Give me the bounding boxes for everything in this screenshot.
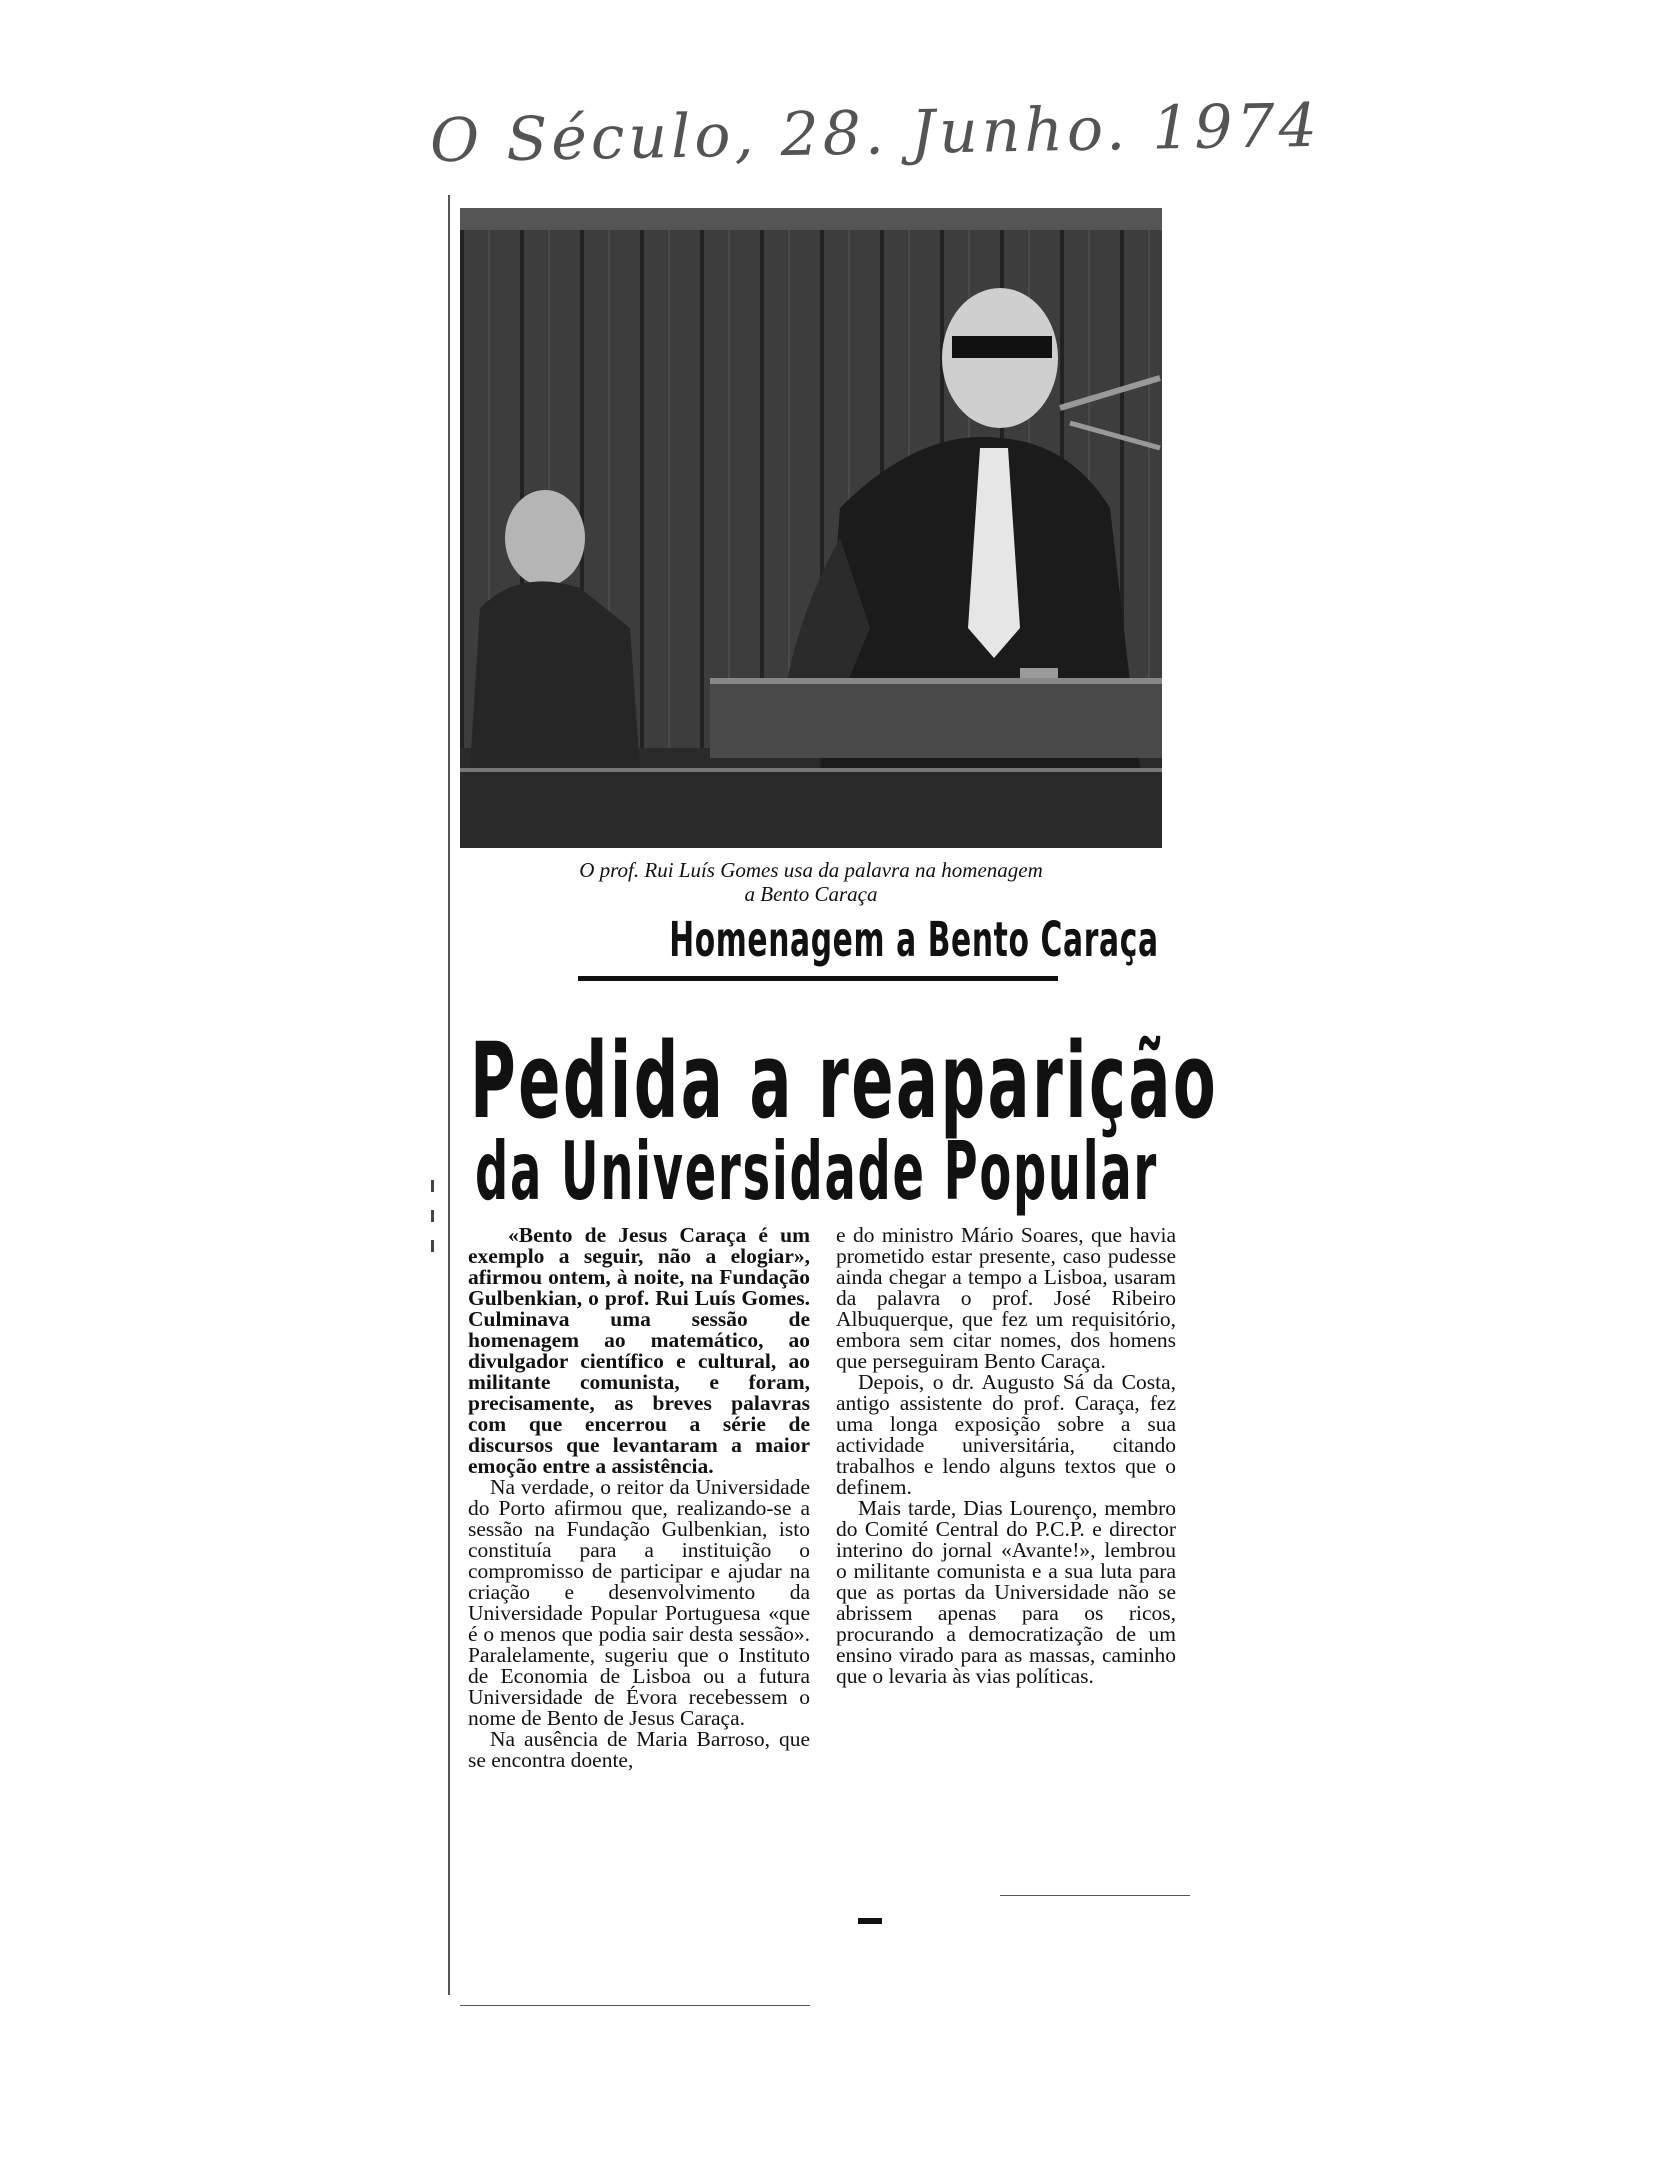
margin-mark [431, 1210, 434, 1222]
article-column-left [468, 1225, 810, 1771]
body-paragraph: Na ausência de Maria Barroso, que se encontra doente, [468, 1727, 810, 1772]
kicker-underline [578, 976, 1058, 981]
handwritten-date-note: O Século, 28. Junho. 1974 [429, 90, 1322, 177]
photo-caption [460, 858, 1162, 906]
headline-line-2: da Universidade Popular [475, 1125, 1159, 1218]
body-paragraph: Na verdade, o reitor da Universidade do Porto afirmou que, realizando-se a sessão na Fundação Gulbenkian, isto constituía para a instituição o compromisso de participar e ajudar na criação e desenvolvimento da Universidade Popular Portuguesa «que é o menos que podia sair desta sessão». Paralelamente, sugeriu que o Instituto de Economia de Lisboa ou a futura Universidade de Évora recebessem o nome de Bento de Jesus Caraça. [468, 1475, 810, 1730]
article-column-right [836, 1225, 1176, 1687]
end-mark [858, 1918, 882, 1924]
margin-mark [431, 1180, 434, 1192]
speaker-photo [460, 208, 1162, 848]
headline-line-1: Pedida a reaparição [470, 1020, 1219, 1142]
column-end-rule [1000, 1895, 1190, 1896]
lead-paragraph: «Bento de Jesus Caraça é um exemplo a seguir, não a elogiar», afirmou ontem, à noite, na Fundação Gulbenkian, o prof. Rui Luís Gomes. Culminava uma sessão de homenagem ao matemático, ao divulgador científico e cultural, ao militante comunista, e foram, precisamente, as breves palavras com que encerrou a série de discursos que levantaram a maior emoção entre a assistência. [468, 1223, 810, 1478]
margin-mark [431, 1240, 434, 1252]
clipping-left-border [448, 195, 450, 1995]
clipping-bottom-rule [460, 2005, 810, 2006]
body-paragraph: Depois, o dr. Augusto Sá da Costa, antigo assistente do prof. Caraça, fez uma longa exposição sobre a sua actividade universitária, citando trabalhos e lendo alguns textos que o definem. [836, 1370, 1176, 1499]
photo-caption-line: O prof. Rui Luís Gomes usa da palavra na homenagem [579, 858, 1043, 882]
body-paragraph: Mais tarde, Dias Lourenço, membro do Comité Central do P.C.P. e director interino do jornal «Avante!», lembrou o militante comunista e a sua luta para que as portas da Universidade não se abrissem apenas para os ricos, procurando a democratização de um ensino virado para as massas, caminho que o levaria às vias políticas. [836, 1496, 1176, 1688]
body-paragraph: e do ministro Mário Soares, que havia prometido estar presente, caso pudesse ainda chegar a tempo a Lisboa, usaram da palavra o prof. José Ribeiro Albuquerque, que fez um requisitório, embora sem citar nomes, dos homens que perseguiram Bento Caraça. [836, 1223, 1176, 1373]
photo-caption-line: a Bento Caraça [744, 882, 878, 906]
section-kicker: Homenagem a Bento Caraça [669, 912, 1159, 968]
